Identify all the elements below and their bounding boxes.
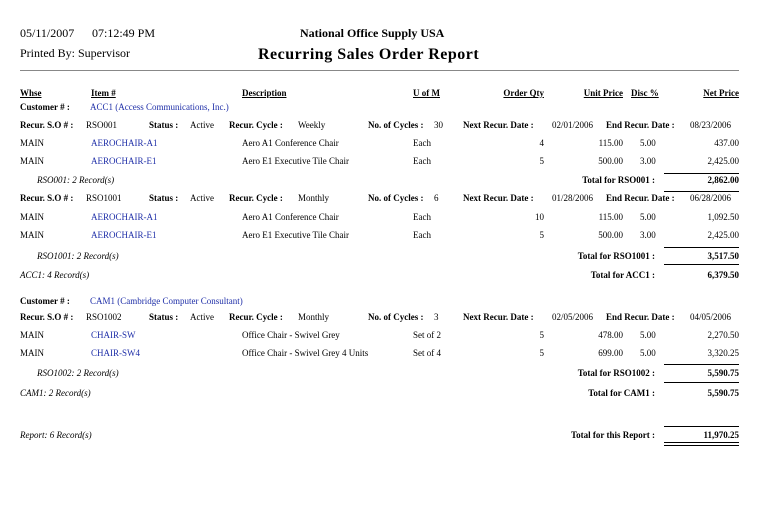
recur-so-label: Recur. S.O # : [20, 312, 74, 322]
line-whse: MAIN [20, 212, 44, 222]
recur-so-value: RSO1002 [86, 312, 122, 322]
line-qty: 4 [539, 138, 544, 148]
end-date-label: End Recur. Date : [606, 312, 675, 322]
next-date-value: 02/05/2006 [552, 312, 594, 322]
recur-cycle-value: Monthly [298, 193, 330, 203]
num-cycles-value: 6 [434, 193, 439, 203]
printed-by: Printed By: Supervisor [20, 46, 130, 60]
line-whse: MAIN [20, 138, 44, 148]
order-total-value: 2,862.00 [707, 175, 739, 185]
order-record-count: RSO1002: 2 Record(s) [37, 368, 119, 378]
recur-so-value: RSO001 [86, 120, 118, 130]
customer-record-count: CAM1: 2 Record(s) [20, 388, 91, 398]
col-disc: Disc % [631, 88, 659, 98]
line-qty: 10 [535, 212, 544, 222]
line-item-link[interactable]: AEROCHAIR-E1 [91, 156, 157, 166]
line-net-price: 2,425.00 [707, 230, 739, 240]
line-uom: Set of 2 [413, 330, 441, 340]
line-uom: Each [413, 212, 431, 222]
order-total-value: 3,517.50 [707, 251, 739, 261]
end-date-label: End Recur. Date : [606, 120, 675, 130]
line-uom: Each [413, 138, 431, 148]
status-label: Status : [149, 193, 179, 203]
line-description: Aero E1 Executive Tile Chair [242, 156, 349, 166]
line-net-price: 437.00 [714, 138, 739, 148]
line-item-link[interactable]: AEROCHAIR-A1 [91, 138, 158, 148]
line-disc: 3.00 [640, 230, 656, 240]
line-description: Aero A1 Conference Chair [242, 138, 339, 148]
num-cycles-label: No. of Cycles : [368, 193, 424, 203]
line-unit-price: 478.00 [598, 330, 623, 340]
recur-so-label: Recur. S.O # : [20, 120, 74, 130]
line-description: Office Chair - Swivel Grey [242, 330, 340, 340]
num-cycles-label: No. of Cycles : [368, 312, 424, 322]
line-qty: 5 [539, 156, 544, 166]
line-net-price: 2,425.00 [707, 156, 739, 166]
recur-cycle-label: Recur. Cycle : [229, 312, 283, 322]
line-item-link[interactable]: CHAIR-SW [91, 330, 136, 340]
status-value: Active [190, 120, 214, 130]
order-record-count: RSO001: 2 Record(s) [37, 175, 115, 185]
line-uom: Each [413, 230, 431, 240]
line-whse: MAIN [20, 330, 44, 340]
line-disc: 5.00 [640, 138, 656, 148]
line-uom: Set of 4 [413, 348, 441, 358]
total-rule [664, 264, 739, 265]
recur-so-label: Recur. S.O # : [20, 193, 74, 203]
order-total-label: Total for RSO001 : [582, 175, 655, 185]
line-qty: 5 [539, 348, 544, 358]
recur-so-value: RSO1001 [86, 193, 122, 203]
report-total-top-rule [664, 426, 739, 427]
status-label: Status : [149, 312, 179, 322]
report-total-value: 11,970.25 [703, 430, 739, 440]
customer-total-value: 5,590.75 [707, 388, 739, 398]
end-date-value: 04/05/2006 [690, 312, 732, 322]
report-total-double-rule-2 [664, 445, 739, 446]
subtotal-rule [664, 364, 739, 365]
report-total-label: Total for this Report : [571, 430, 655, 440]
line-qty: 5 [539, 330, 544, 340]
next-date-value: 01/28/2006 [552, 193, 594, 203]
line-whse: MAIN [20, 156, 44, 166]
recur-cycle-value: Weekly [298, 120, 326, 130]
customer-link[interactable]: CAM1 (Cambridge Computer Consultant) [90, 296, 243, 306]
line-unit-price: 115.00 [598, 138, 623, 148]
line-disc: 5.00 [640, 212, 656, 222]
report-time: 07:12:49 PM [92, 26, 156, 40]
total-rule [664, 382, 739, 383]
order-total-value: 5,590.75 [707, 368, 739, 378]
subtotal-rule [664, 247, 739, 248]
line-unit-price: 500.00 [598, 230, 623, 240]
line-whse: MAIN [20, 348, 44, 358]
col-uom: U of M [413, 88, 440, 98]
line-net-price: 1,092.50 [707, 212, 739, 222]
customer-total-label: Total for CAM1 : [588, 388, 655, 398]
status-value: Active [190, 193, 214, 203]
order-total-label: Total for RSO1002 : [577, 368, 655, 378]
next-date-label: Next Recur. Date : [463, 120, 534, 130]
num-cycles-value: 3 [434, 312, 439, 322]
line-whse: MAIN [20, 230, 44, 240]
col-item: Item # [91, 88, 116, 98]
line-net-price: 2,270.50 [707, 330, 739, 340]
recur-cycle-value: Monthly [298, 312, 330, 322]
line-description: Aero E1 Executive Tile Chair [242, 230, 349, 240]
end-date-value: 06/28/2006 [690, 193, 732, 203]
line-item-link[interactable]: AEROCHAIR-E1 [91, 230, 157, 240]
customer-total-value: 6,379.50 [707, 270, 739, 280]
col-net-price: Net Price [703, 88, 739, 98]
report-date: 05/11/2007 [20, 26, 75, 40]
report-total-double-rule-1 [664, 442, 739, 443]
recur-cycle-label: Recur. Cycle : [229, 193, 283, 203]
next-date-label: Next Recur. Date : [463, 312, 534, 322]
subtotal-rule [664, 173, 739, 174]
header-divider [20, 70, 739, 71]
line-qty: 5 [539, 230, 544, 240]
line-unit-price: 500.00 [598, 156, 623, 166]
line-description: Aero A1 Conference Chair [242, 212, 339, 222]
line-net-price: 3,320.25 [707, 348, 739, 358]
col-whse: Whse [20, 88, 42, 98]
customer-total-label: Total for ACC1 : [590, 270, 655, 280]
line-unit-price: 699.00 [598, 348, 623, 358]
line-unit-price: 115.00 [598, 212, 623, 222]
company-name: National Office Supply USA [300, 26, 445, 40]
num-cycles-value: 30 [434, 120, 443, 130]
status-label: Status : [149, 120, 179, 130]
line-uom: Each [413, 156, 431, 166]
status-value: Active [190, 312, 214, 322]
end-date-label: End Recur. Date : [606, 193, 675, 203]
next-date-label: Next Recur. Date : [463, 193, 534, 203]
line-disc: 5.00 [640, 348, 656, 358]
next-date-value: 02/01/2006 [552, 120, 594, 130]
order-record-count: RSO1001: 2 Record(s) [37, 251, 119, 261]
customer-label: Customer # : [20, 102, 70, 112]
line-disc: 5.00 [640, 330, 656, 340]
report-title: Recurring Sales Order Report [258, 46, 480, 63]
line-description: Office Chair - Swivel Grey 4 Units [242, 348, 369, 358]
total-rule [664, 191, 739, 192]
col-unit-price: Unit Price [583, 88, 623, 98]
col-order-qty: Order Qty [503, 88, 544, 98]
line-disc: 3.00 [640, 156, 656, 166]
report-record-count: Report: 6 Record(s) [20, 430, 92, 440]
end-date-value: 08/23/2006 [690, 120, 732, 130]
line-item-link[interactable]: CHAIR-SW4 [91, 348, 140, 358]
customer-label: Customer # : [20, 296, 70, 306]
order-total-label: Total for RSO1001 : [577, 251, 655, 261]
customer-record-count: ACC1: 4 Record(s) [20, 270, 90, 280]
num-cycles-label: No. of Cycles : [368, 120, 424, 130]
customer-link[interactable]: ACC1 (Access Communications, Inc.) [90, 102, 229, 112]
col-description: Description [242, 88, 287, 98]
recur-cycle-label: Recur. Cycle : [229, 120, 283, 130]
line-item-link[interactable]: AEROCHAIR-A1 [91, 212, 158, 222]
